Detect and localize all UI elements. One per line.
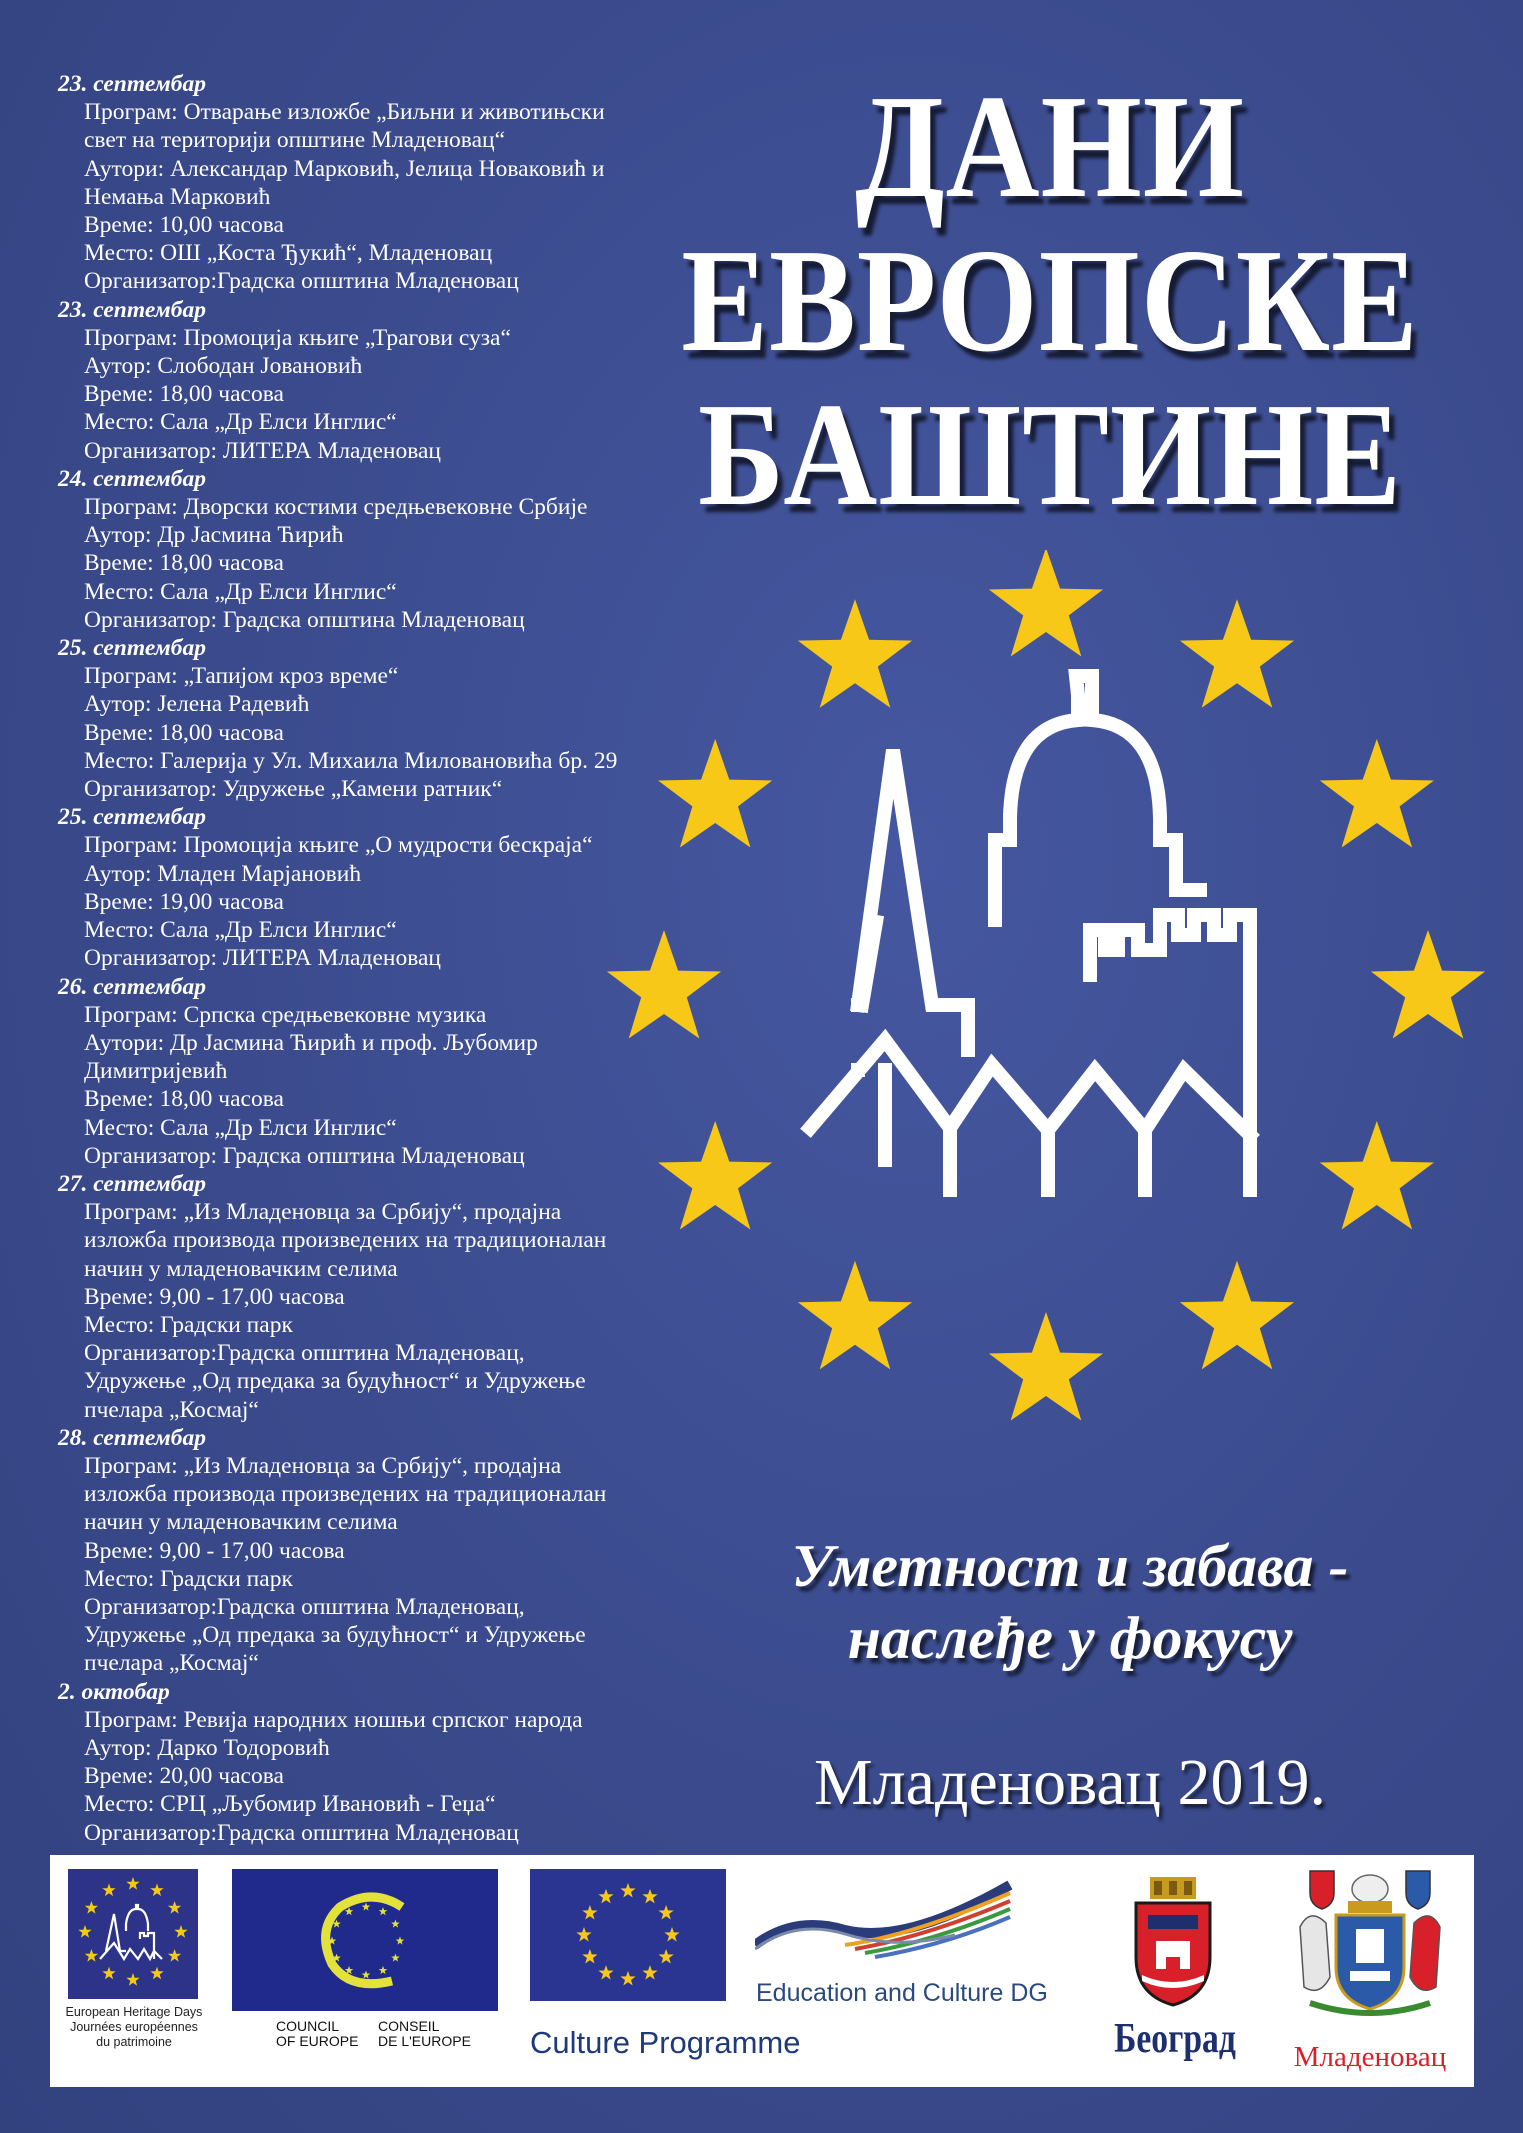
event-detail-line: Аутор: Младен Марјановић (84, 860, 362, 887)
star-icon (85, 1949, 98, 1962)
ehd-caption-line: du patrimoine (96, 2035, 172, 2049)
ehd-emblem-icon (68, 1869, 198, 1999)
star-icon (607, 930, 721, 1039)
heritage-emblem (600, 550, 1500, 1450)
slogan (660, 1530, 1480, 1674)
event-date: 23. септембар (58, 71, 207, 97)
event-detail-line: Место: СРЦ „Љубомир Ивановић - Геџа“ (84, 1791, 496, 1818)
star-icon (391, 1954, 400, 1962)
coe-caption-en: COUNCIL (276, 2018, 340, 2034)
education-culture-caption: Education and Culture DG (756, 1979, 1048, 2007)
event-detail-line: Аутори: Др Јасмина Ћирић и проф. Љубомир (84, 1029, 538, 1056)
star-icon (174, 1925, 187, 1938)
star-icon (396, 1937, 405, 1945)
mladenovac-crest-icon (1290, 1867, 1450, 2022)
program-event (58, 1678, 698, 1847)
slogan-line: Уметност и забава - (791, 1533, 1349, 1599)
event-detail-line: Програм: Дворски костими средњевековне Србије (84, 494, 588, 521)
event-detail-line: Место: Градски парк (84, 1311, 293, 1338)
event-detail-line: Време: 18,00 часова (84, 1086, 284, 1113)
event-date: 2. октобар (58, 1678, 170, 1705)
star-icon (664, 1927, 679, 1942)
star-icon (85, 1901, 98, 1914)
event-detail-line: Програм: Промоција књиге „О мудрости бескраја“ (84, 832, 593, 859)
star-icon (168, 1901, 181, 1914)
event-detail-line: Место: Сала „Др Елси Инглис“ (84, 1114, 397, 1141)
event-detail-line: Програм: Ревија народних ношњи српског народа (84, 1706, 583, 1733)
star-ring (607, 550, 1485, 1421)
event-detail-line: Време: 18,00 часова (84, 550, 284, 577)
place-year: Младеновац 2019. (813, 1746, 1326, 1819)
event-detail-line: Организатор:Градска општина Младеновац, (84, 1593, 525, 1620)
star-icon (362, 1903, 371, 1911)
event-detail-line: Организатор: ЛИТЕРА Младеновац (84, 945, 441, 972)
event-detail-line: свет на територији општине Младеновац“ (84, 127, 506, 154)
title-line: ДАНИ (855, 65, 1245, 229)
star-icon (658, 739, 772, 848)
event-detail-line: пчелара „Космај“ (84, 1650, 259, 1677)
event-detail-line: Место: Градски парк (84, 1565, 293, 1592)
star-icon (576, 1927, 591, 1942)
event-detail-line: изложба производа произведених на традиционалан (84, 1481, 607, 1508)
star-icon (620, 1971, 635, 1986)
event-detail-line: Програм: Српска средњевековне музика (84, 1001, 487, 1028)
slogan-line: наслеђе у фокусу (847, 1605, 1293, 1671)
event-date: 25. септембар (58, 804, 207, 831)
event-detail-line: Аутор: Слободан Јовановић (84, 353, 363, 380)
event-detail-line: Организатор: Удружење „Камени ратник“ (84, 776, 503, 803)
event-detail-line: Удружење „Од предака за будућност“ и Удружење (84, 1368, 586, 1395)
event-detail-line: Удружење „Од предака за будућност“ и Удружење (84, 1622, 586, 1649)
poster-title (610, 65, 1490, 537)
event-detail-line: Програм: Отварање изложбе „Биљни и животињски (84, 99, 605, 126)
star-icon (798, 1261, 912, 1370)
star-icon (642, 1889, 657, 1904)
star-icon (658, 1121, 772, 1230)
title-line: БАШТИНЕ (698, 373, 1402, 537)
event-detail-line: Време: 9,00 - 17,00 часова (84, 1537, 345, 1564)
star-icon (391, 1920, 400, 1928)
event-date: 24. септембар (58, 465, 207, 492)
event-detail-line: Програм: „Из Младеновца за Србију“, продајна (84, 1452, 562, 1479)
event-detail-line: Место: Сала „Др Елси Инглис“ (84, 578, 397, 605)
belgrade-caption: Београд (1114, 2016, 1236, 2062)
buildings-outline-icon (810, 676, 1250, 1190)
event-detail-line: Време: 18,00 часова (84, 719, 284, 746)
event-date: 23. септембар (58, 296, 207, 323)
star-icon (620, 1883, 635, 1898)
star-icon (659, 1905, 674, 1920)
culture-programme-caption: Culture Programme (530, 2025, 801, 2060)
event-detail-line: Време: 10,00 часова (84, 212, 284, 239)
program-event (58, 1424, 698, 1678)
event-detail-line: Организатор:Градска општина Младеновац (84, 268, 519, 295)
star-icon (989, 1312, 1103, 1421)
coe-c-icon (232, 1869, 498, 2011)
star-icon (379, 1966, 388, 1974)
event-detail-line: начин у младеновачким селима (84, 1509, 398, 1536)
event-detail-line: начин у младеновачким селима (84, 1255, 398, 1282)
event-detail-line: Место: Сала „Др Елси Инглис“ (84, 917, 397, 944)
eu-flag-logo (530, 1869, 726, 2001)
star-icon (168, 1949, 181, 1962)
star-icon (1180, 599, 1294, 708)
event-detail-line: Програм: Промоција књиге „Трагови суза“ (84, 324, 511, 351)
star-icon (102, 1883, 115, 1896)
event-detail-line: Димитријевић (84, 1058, 228, 1085)
star-icon (659, 1949, 674, 1964)
event-detail-line: Место: ОШ „Коста Ђукић“, Младеновац (84, 240, 493, 267)
european-heritage-days-logo (68, 1869, 198, 1999)
star-icon (78, 1925, 91, 1938)
coe-caption-fr: DE L'EUROPE (378, 2033, 471, 2049)
event-detail-line: Програм: „Тапијом кроз време“ (84, 663, 399, 690)
star-icon (379, 1907, 388, 1915)
event-detail-line: Време: 19,00 часова (84, 888, 284, 915)
coe-caption-en: OF EUROPE (276, 2033, 359, 2049)
star-icon (798, 599, 912, 708)
star-icon (150, 1967, 163, 1980)
event-detail-line: Место: Сала „Др Елси Инглис“ (84, 409, 397, 436)
program-event (58, 70, 698, 296)
event-detail-line: Организатор: Градска општина Младеновац (84, 1142, 525, 1169)
event-detail-line: Организатор: Градска општина Младеновац (84, 606, 525, 633)
star-icon (126, 1973, 139, 1986)
belgrade-crest-icon (1128, 1877, 1218, 2007)
star-icon (102, 1967, 115, 1980)
ehd-caption (50, 2005, 218, 2050)
star-icon (989, 550, 1103, 657)
program-event (58, 296, 698, 465)
event-detail-line: Организатор:Градска општина Младеновац (84, 1819, 519, 1846)
event-detail-line: изложба производа произведених на традиционалан (84, 1227, 607, 1254)
event-detail-line: Аутор: Др Јасмина Ћирић (84, 522, 344, 549)
event-detail-line: Аутор: Јелена Радевић (84, 691, 310, 718)
event-detail-line: Немања Марковић (84, 183, 271, 210)
event-detail-line: Време: 9,00 - 17,00 часова (84, 1283, 345, 1310)
ehd-caption-line: European Heritage Days (65, 2005, 203, 2019)
star-icon (362, 1971, 371, 1979)
title-line: ЕВРОПСКЕ (681, 219, 1419, 383)
event-detail-line: Програм: „Из Младеновца за Србију“, продајна (84, 1199, 562, 1226)
ehd-caption-line: Journées européennes (70, 2020, 198, 2034)
event-date: 27. септембар (58, 1170, 207, 1197)
event-date: 28. септембар (58, 1424, 207, 1451)
star-icon (582, 1905, 597, 1920)
star-icon (1180, 1261, 1294, 1370)
event-detail-line: Аутори: Александар Марковић, Јелица Новаковић и (84, 155, 605, 182)
star-icon (642, 1965, 657, 1980)
event-detail-line: Време: 18,00 часова (84, 381, 284, 408)
star-icon (1320, 739, 1434, 848)
event-detail-line: Време: 20,00 часова (84, 1763, 284, 1790)
mladenovac-caption: Младеновац (1293, 2041, 1447, 2073)
star-icon (598, 1965, 613, 1980)
event-detail-line: Организатор:Градска општина Младеновац, (84, 1340, 525, 1367)
star-icon (126, 1877, 139, 1890)
star-icon (1320, 1121, 1434, 1230)
event-detail-line: пчелара „Космај“ (84, 1396, 259, 1423)
event-date: 26. септембар (58, 973, 207, 1000)
star-icon (1371, 930, 1485, 1039)
event-detail-line: Аутор: Дарко Тодоровић (84, 1734, 330, 1761)
event-date: 25. септембар (58, 635, 207, 662)
star-icon (582, 1949, 597, 1964)
sponsor-logo-strip (50, 1855, 1474, 2087)
star-icon (598, 1889, 613, 1904)
event-detail-line: Организатор: ЛИТЕРА Младеновац (84, 437, 441, 464)
education-culture-swoosh-icon (755, 1875, 1015, 1985)
council-of-europe-logo (232, 1869, 498, 2011)
star-icon (150, 1883, 163, 1896)
eu-stars-icon (530, 1869, 726, 2001)
event-detail-line: Место: Галерија у Ул. Михаила Миловановића бр. 29 (84, 747, 618, 774)
coe-caption-fr: CONSEIL (378, 2018, 440, 2034)
